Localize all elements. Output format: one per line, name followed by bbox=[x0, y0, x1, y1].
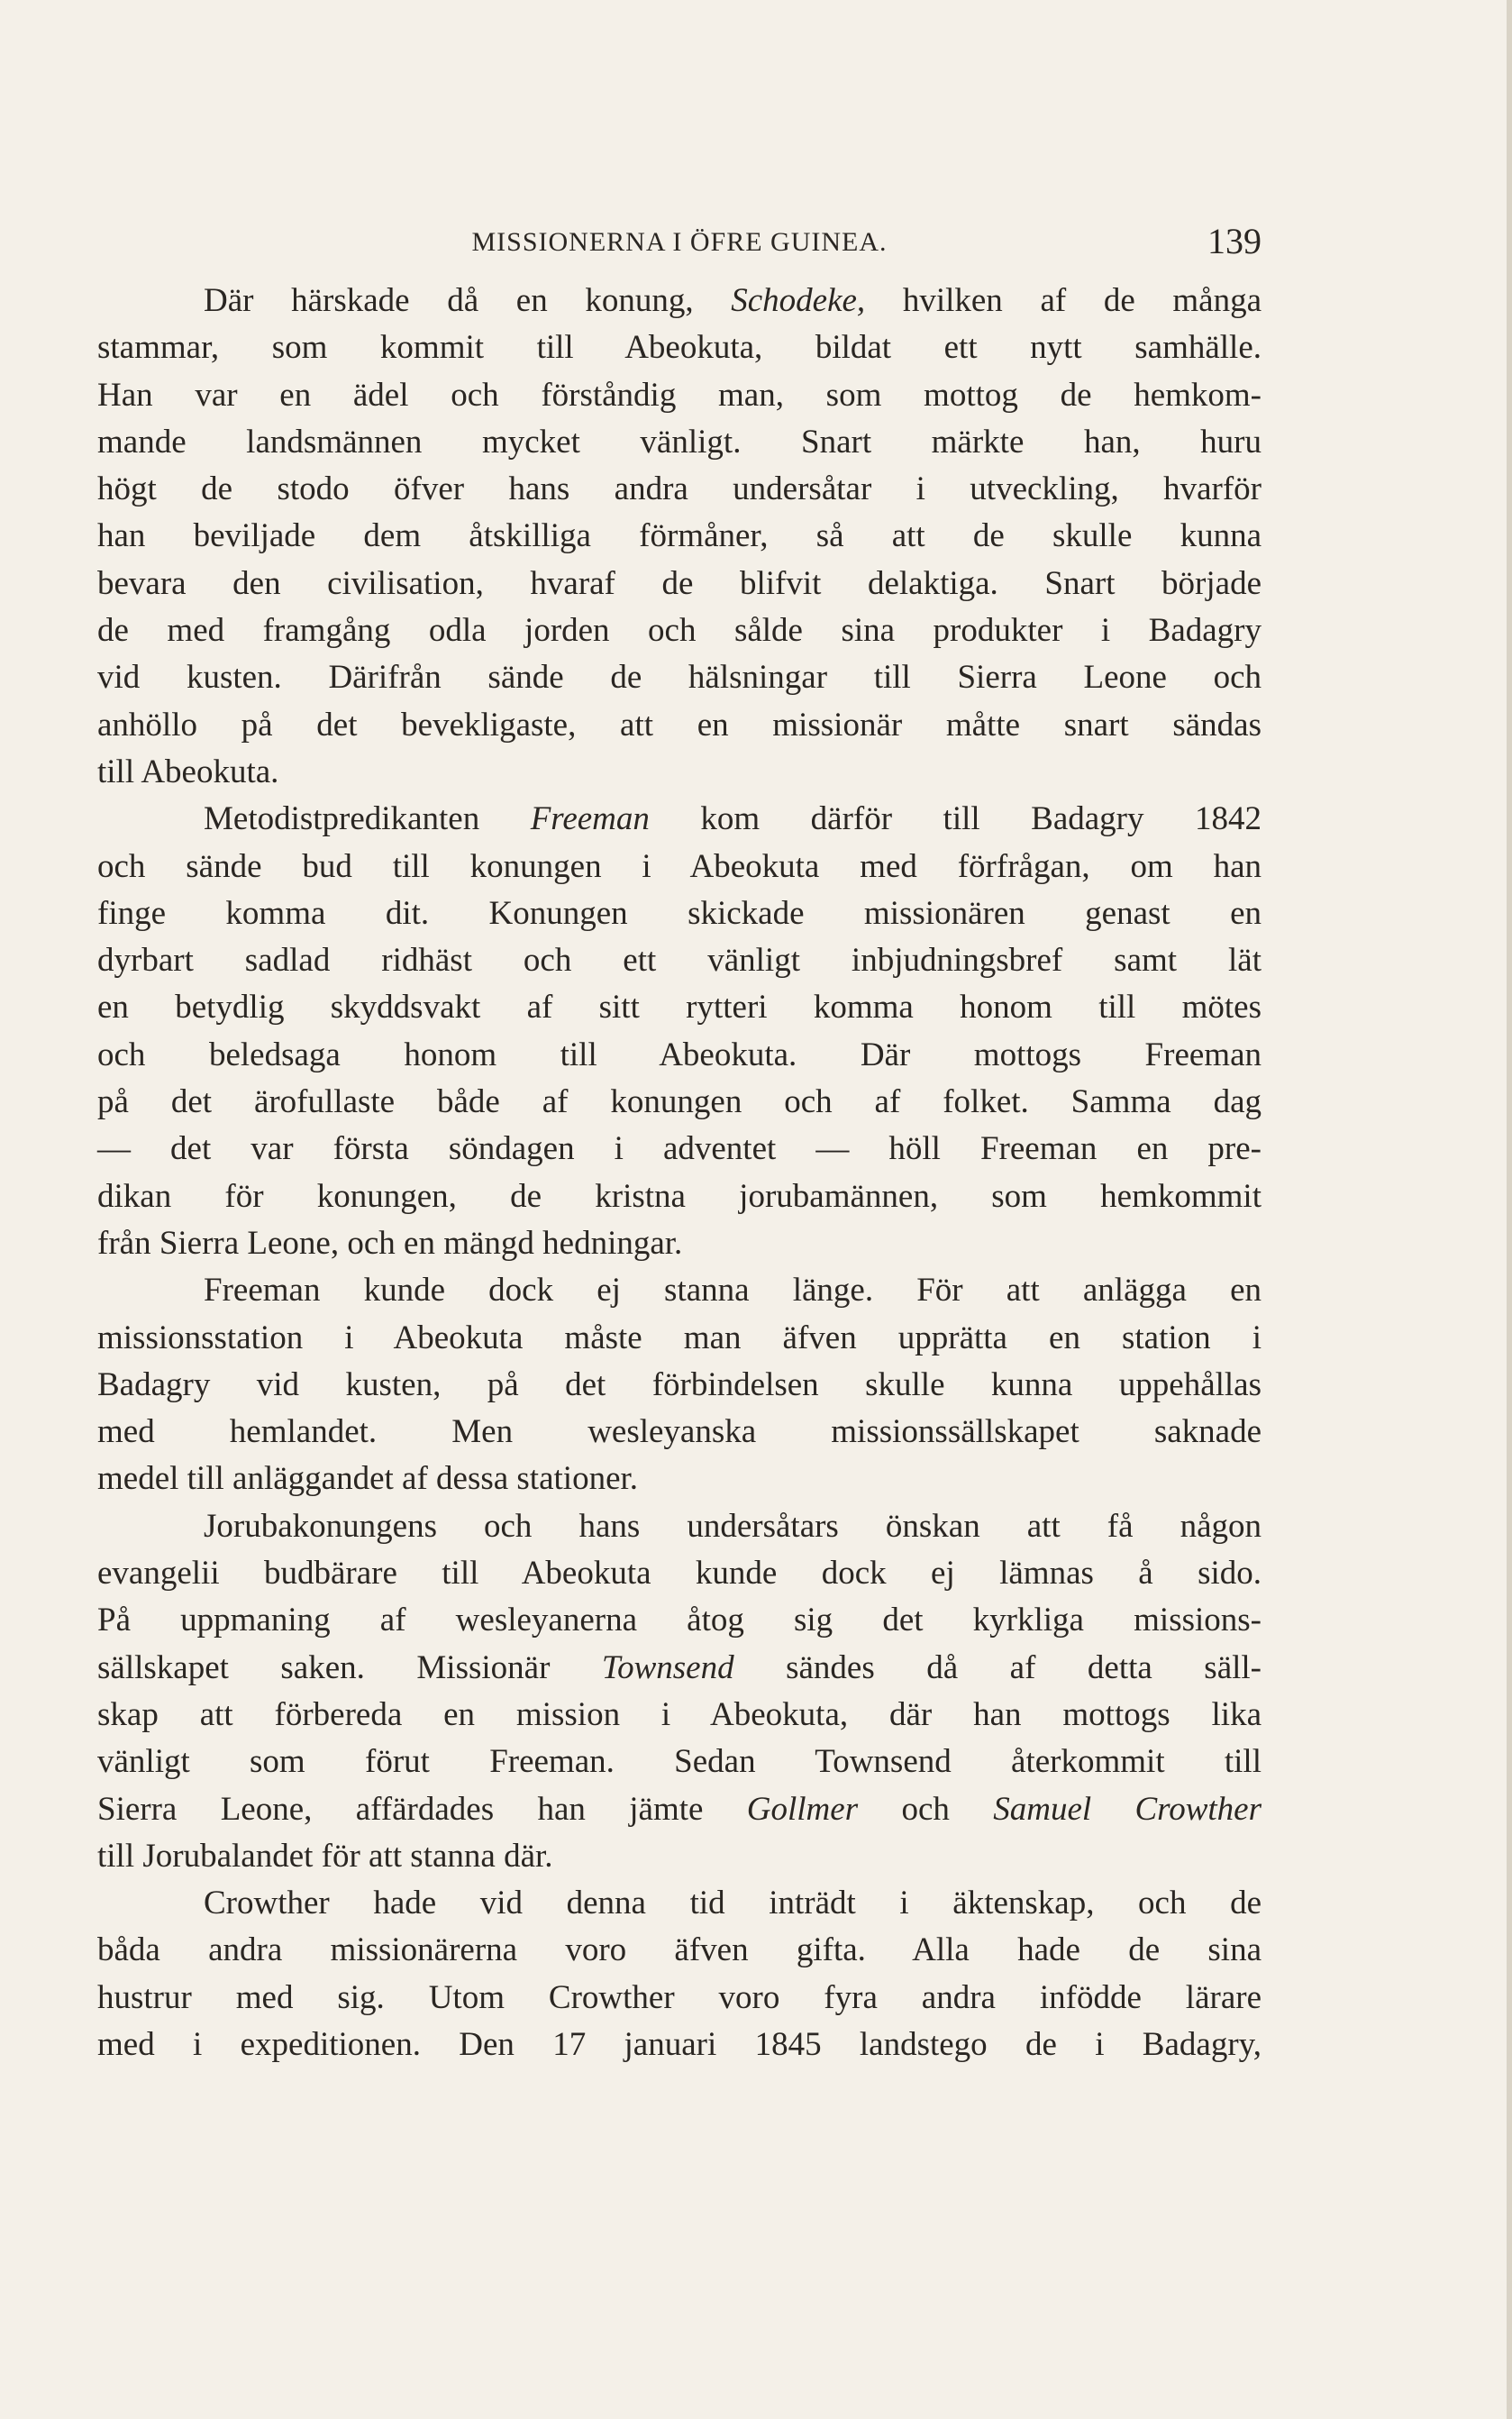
text-segment: en betydlig skyddsvakt af sitt rytteri komma honom till mötes bbox=[97, 989, 1262, 1027]
text-segment: hustrur med sig. Utom Crowther voro fyra andra infödde lärare bbox=[97, 1978, 1262, 2016]
text-line bbox=[97, 937, 1262, 984]
text-line bbox=[97, 1362, 1262, 1409]
text-line bbox=[97, 561, 1262, 607]
italic-name: Townsend bbox=[601, 1648, 734, 1686]
text-segment: Freeman kunde dock ej stanna länge. För att anlägga en bbox=[204, 1272, 1262, 1310]
text-line bbox=[97, 844, 1262, 890]
text-segment: På uppmaning af wesleyanerna åtog sig det kyrkliga missions- bbox=[97, 1602, 1262, 1639]
text-segment: kom därför till Badagry 1842 bbox=[649, 800, 1262, 838]
text-segment: Han var en ädel och förståndig man, som mottog de hemkom- bbox=[97, 376, 1262, 414]
text-line bbox=[97, 607, 1262, 654]
text-line bbox=[97, 1126, 1262, 1173]
page-edge-shadow bbox=[1507, 0, 1512, 2419]
text-line bbox=[97, 513, 1262, 560]
text-line bbox=[97, 2022, 1262, 2068]
text-line bbox=[97, 984, 1262, 1031]
text-line bbox=[97, 1079, 1262, 1126]
text-segment: och sände bud till konungen i Abeokuta med förfrågan, om han bbox=[97, 847, 1262, 885]
text-line bbox=[97, 1173, 1262, 1220]
text-segment: mande landsmännen mycket vänligt. Snart märkte han, huru bbox=[97, 423, 1262, 461]
text-segment: från Sierra Leone, och en mängd hedningar. bbox=[97, 1224, 683, 1262]
text-segment: finge komma dit. Konungen skickade missionären genast en bbox=[97, 894, 1262, 932]
text-line bbox=[97, 419, 1262, 466]
italic-name: Gollmer bbox=[746, 1790, 859, 1828]
text-segment: missionsstation i Abeokuta måste man äfven upprätta en station i bbox=[97, 1319, 1262, 1356]
italic-name: Schodeke, bbox=[731, 282, 866, 319]
italic-name: Samuel Crowther bbox=[993, 1790, 1262, 1828]
text-segment: Jorubakonungens och hans undersåtars önskan att få någon bbox=[204, 1507, 1262, 1545]
text-segment: han beviljade dem åtskilliga förmåner, så att de skulle kunna bbox=[97, 517, 1262, 555]
text-line bbox=[97, 1267, 1262, 1314]
text-line bbox=[97, 1597, 1262, 1644]
text-line bbox=[97, 654, 1262, 701]
text-line bbox=[97, 1032, 1262, 1079]
page-header bbox=[97, 220, 1262, 265]
text-segment: anhöllo på det bevekligaste, att en missionär måtte snart sändas bbox=[97, 706, 1262, 744]
text-segment: Där härskade då en konung, bbox=[204, 282, 732, 319]
text-line bbox=[97, 1975, 1262, 2022]
text-line bbox=[97, 890, 1262, 937]
text-line bbox=[97, 372, 1262, 419]
text-segment: på det ärofullaste både af konungen och af folket. Samma dag bbox=[97, 1083, 1262, 1121]
text-segment: Crowther hade vid denna tid inträdt i äktenskap, och de bbox=[204, 1885, 1262, 1922]
running-head: MISSIONERNA I ÖFRE GUINEA. bbox=[471, 227, 888, 257]
text-segment: sändes då af detta säll- bbox=[733, 1648, 1262, 1686]
text-line bbox=[97, 749, 1262, 796]
text-segment: med i expeditionen. Den 17 januari 1845 landstego de i Badagry, bbox=[97, 2025, 1262, 2063]
text-segment: båda andra missionärerna voro äfven gifta. Alla hade de sina bbox=[97, 1931, 1262, 1969]
text-line bbox=[97, 1786, 1262, 1833]
text-segment: Badagry vid kusten, på det förbindelsen skulle kunna uppehållas bbox=[97, 1365, 1262, 1403]
text-line bbox=[97, 1692, 1262, 1739]
text-segment: med hemlandet. Men wesleyanska missionssällskapet saknade bbox=[97, 1413, 1262, 1451]
text-line bbox=[97, 466, 1262, 513]
text-segment: stammar, som kommit till Abeokuta, bildat ett nytt samhälle. bbox=[97, 329, 1262, 367]
text-segment: hvilken af de många bbox=[865, 282, 1262, 319]
text-line bbox=[97, 1456, 1262, 1502]
page-number: 139 bbox=[1207, 221, 1262, 261]
text-line bbox=[97, 1220, 1262, 1267]
text-segment: Sierra Leone, affärdades han jämte bbox=[97, 1790, 747, 1828]
text-line bbox=[97, 796, 1262, 843]
text-segment: medel till anläggandet af dessa stationer. bbox=[97, 1460, 639, 1498]
text-line bbox=[97, 1880, 1262, 1927]
text-segment: evangelii budbärare till Abeokuta kunde dock ej lämnas å sido. bbox=[97, 1555, 1262, 1593]
text-segment: bevara den civilisation, hvaraf de blifvit delaktiga. Snart började bbox=[97, 564, 1262, 602]
text-line bbox=[97, 278, 1262, 324]
text-segment: Metodistpredikanten bbox=[204, 800, 531, 838]
text-line bbox=[97, 1409, 1262, 1456]
text-segment: vid kusten. Därifrån sände de hälsningar till Sierra Leone och bbox=[97, 659, 1262, 697]
text-segment: dikan för konungen, de kristna jorubamännen, som hemkommit bbox=[97, 1177, 1262, 1215]
body-text bbox=[97, 278, 1262, 2068]
text-segment: högt de stodo öfver hans andra undersåtar i utveckling, hvarför bbox=[97, 470, 1262, 508]
text-line bbox=[97, 1315, 1262, 1362]
text-line bbox=[97, 1503, 1262, 1550]
text-line bbox=[97, 1550, 1262, 1597]
text-segment: till Abeokuta. bbox=[97, 753, 279, 790]
text-segment: och beledsaga honom till Abeokuta. Där mottogs Freeman bbox=[97, 1036, 1262, 1073]
text-line bbox=[97, 1645, 1262, 1692]
text-segment: — det var första söndagen i adventet — höll Freeman en pre- bbox=[97, 1130, 1262, 1168]
text-line bbox=[97, 324, 1262, 371]
text-segment: skap att förbereda en mission i Abeokuta, där han mottogs lika bbox=[97, 1695, 1262, 1733]
italic-name: Freeman bbox=[530, 800, 650, 838]
text-line bbox=[97, 1833, 1262, 1880]
text-segment: vänligt som förut Freeman. Sedan Townsend återkommit till bbox=[97, 1743, 1262, 1781]
text-segment: och bbox=[858, 1790, 994, 1828]
text-line bbox=[97, 1927, 1262, 1974]
text-line bbox=[97, 702, 1262, 749]
text-segment: sällskapet saken. Missionär bbox=[97, 1648, 602, 1686]
text-line bbox=[97, 1739, 1262, 1785]
text-segment: de med framgång odla jorden och sålde sina produkter i Badagry bbox=[97, 612, 1262, 650]
text-segment: till Jorubalandet för att stanna där. bbox=[97, 1837, 553, 1875]
text-segment: dyrbart sadlad ridhäst och ett vänligt inbjudningsbref samt lät bbox=[97, 942, 1262, 980]
